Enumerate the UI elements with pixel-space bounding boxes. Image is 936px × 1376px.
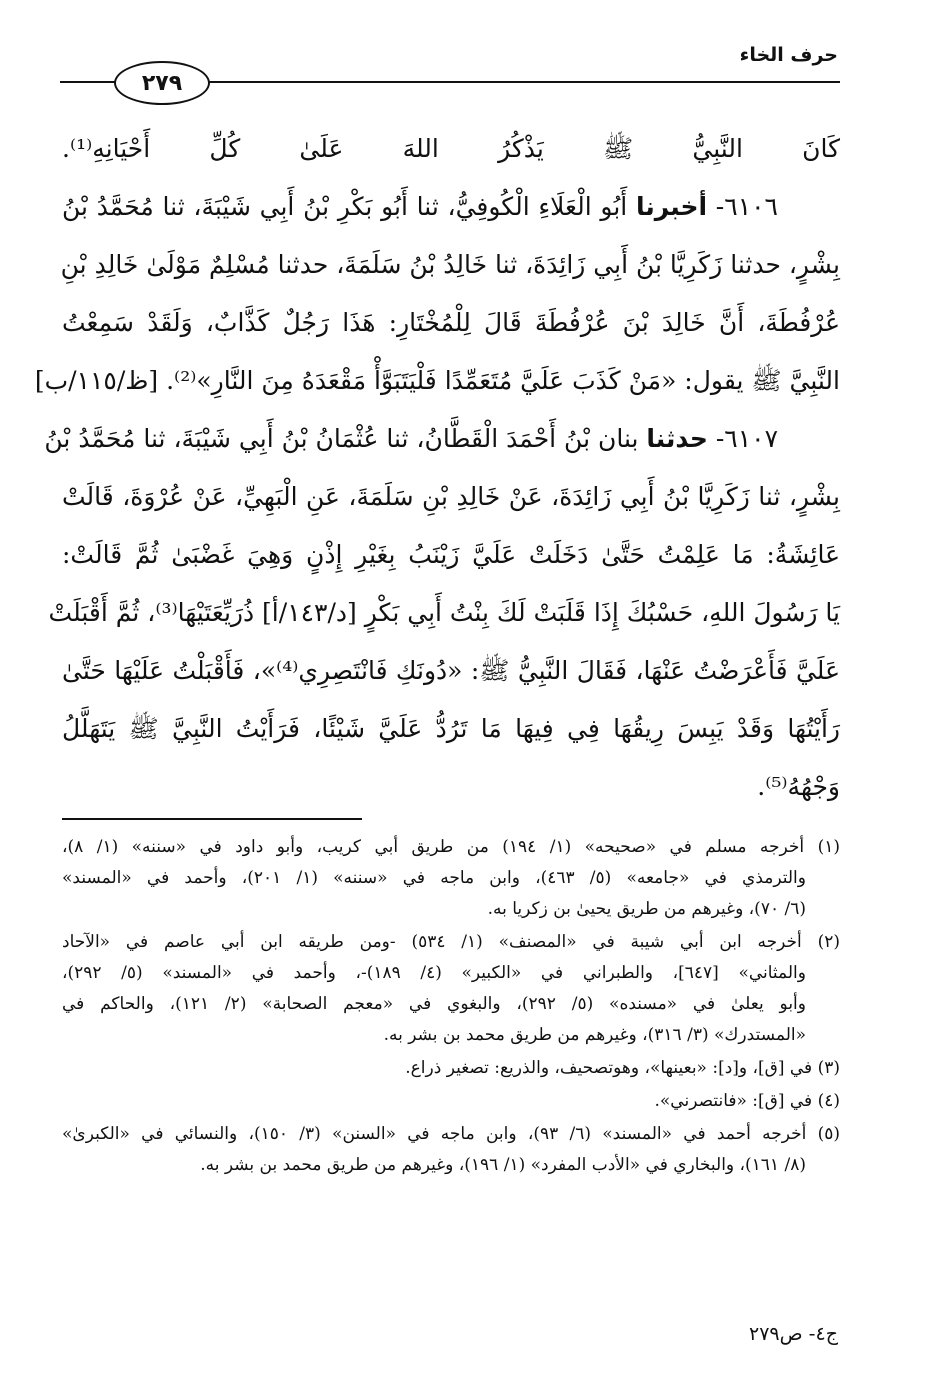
text-line (44, 410, 840, 468)
text-line: كَانَ النَّبِيُّ ﷺ يَذْكُرُ اللهَ عَلَىٰ كُلِّ أَحْيَانِهِ⁽¹⁾. (62, 134, 840, 163)
text-line: بِشْرٍ، ثنا زَكَرِيَّا بْنُ أَبِي زَائِدَةَ، عَنْ خَالِدِ بْنِ سَلَمَةَ، عَنِ الْبَهِيِّ، عَنْ عُرْوَةَ، قَالَتْ (62, 482, 840, 511)
footnote (62, 927, 840, 1051)
hadith-number: ٦١٠٦- (707, 192, 778, 221)
footnote-line: وأبو يعلىٰ في «مسنده» (٥/ ٢٩٢)، والبغوي في «معجم الصحابة» (٢/ ١٢١)، والحاكم في (62, 994, 806, 1014)
text-line: رَأَيْتُهَا وَقَدْ يَبِسَ رِيقُهَا فِي فِيهَا مَا تَرُدُّ عَلَيَّ شَيْئًا، فَرَأَيْتُ النَّبِيَّ ﷺ يَتَهَلَّلُ (62, 714, 840, 743)
footnote-line: (٥) أخرجه أحمد في «المسند» (٦/ ٩٣)، وابن ماجه في «السنن» (٣/ ١٥٠)، والنسائي في «الكبرىٰ» (62, 1124, 840, 1144)
volume-page-reference: ج٤- ص٢٧٩ (749, 1323, 838, 1345)
line-text: أَبُو الْعَلَاءِ الْكُوفِيُّ، ثنا أَبُو بَكْرِ بْنُ أَبِي شَيْبَةَ، ثنا مُحَمَّدُ بْنُ (62, 192, 636, 221)
footnote-line: «المستدرك» (٣/ ٣١٦)، وغيرهم من طريق محمد بن بشر به. (383, 1025, 806, 1045)
footnote-line: (٨/ ١٦١)، والبخاري في «الأدب المفرد» (١/ ١٩٦)، وغيرهم من طريق محمد بن بشر به. (200, 1155, 806, 1175)
footnote (62, 1086, 840, 1117)
footnote-line: والمثاني» [٦٤٧]، والطبراني في «الكبير» (٤/ ١٨٩)-، وأحمد في «المسند» (٥/ ٢٩٢)، (62, 963, 806, 983)
footnote-line: والترمذي في «جامعه» (٥/ ٤٦٣)، وابن ماجه في «سننه» (١/ ٢٠١)، وأحمد في «المسند» (62, 868, 806, 888)
footnote-line: (٢) أخرجه ابن أبي شيبة في «المصنف» (١/ ٥٣٤) -ومن طريقه ابن أبي عاصم في «الآحاد (62, 932, 840, 952)
line-text: بنان بْنُ أَحْمَدَ الْقَطَّانُ، ثنا عُثْمَانُ بْنُ أَبِي شَيْبَةَ، ثنا مُحَمَّدُ بْنُ (44, 424, 647, 453)
main-text (34, 120, 841, 816)
text-line: بِشْرٍ، حدثنا زَكَرِيَّا بْنُ أَبِي زَائِدَةَ، ثنا خَالِدُ بْنُ سَلَمَةَ، حدثنا مُسْلِمٌ مَوْلَىٰ خَالِدِ بْنِ (60, 250, 840, 279)
text-line (62, 178, 840, 236)
text-line: يَا رَسُولَ اللهِ، حَسْبُكَ إِذَا قَلَبَتْ لَكَ بِنْتُ أَبِي بَكْرٍ [د/١٤٣/أ] ذُرَيِّعَتَيْهَا⁽³⁾، ثُمَّ أَقْبَلَتْ (48, 598, 840, 627)
footnote (62, 1119, 840, 1181)
page-number: ٢٧٩ (141, 70, 183, 96)
page-number-badge (114, 61, 210, 105)
text-line: وَجْهُهُ⁽⁵⁾. (757, 772, 840, 801)
text-line: عُرْفُطَةَ، أَنَّ خَالِدَ بْنَ عُرْفُطَةَ قَالَ لِلْمُخْتَارِ: هَذَا رَجُلٌ كَذَّابٌ، وَلَقَدْ سَمِعْتُ (62, 308, 840, 337)
footnote (62, 1053, 840, 1084)
text-line: عَائِشَةُ: مَا عَلِمْتُ حَتَّىٰ دَخَلَتْ عَلَيَّ زَيْنَبُ بِغَيْرِ إِذْنٍ وَهِيَ غَضْبَىٰ ثُمَّ قَالَتْ: (62, 540, 840, 569)
text-line: عَلَيَّ فَأَعْرَضْتُ عَنْهَا، فَقَالَ النَّبِيُّ ﷺ: «دُونَكِ فَانْتَصِرِي⁽⁴⁾»، فَأَقْبَلْتُ عَلَيْهَا حَتَّىٰ (62, 656, 841, 685)
running-head: حرف الخاء (739, 44, 838, 66)
footnote (62, 832, 840, 925)
narration-keyword: أخبرنا (635, 192, 708, 221)
footnote-line: (٦/ ٧٠)، وغيرهم من طريق يحيىٰ بن زكريا به. (487, 899, 806, 919)
footnote-line: (١) أخرجه مسلم في «صحيحه» (١/ ١٩٤) من طريق أبي كريب، وأبو داود في «سننه» (١/ ٨)، (62, 837, 840, 857)
footnotes (62, 832, 840, 1183)
text-line: النَّبِيَّ ﷺ يقول: «مَنْ كَذَبَ عَلَيَّ مُتَعَمِّدًا فَلْيَتَبَوَّأْ مَقْعَدَهُ مِنَ النَّارِ»⁽²⁾. [ظ/١١٥/ب] (34, 366, 840, 395)
hadith-number: ٦١٠٧- (707, 424, 778, 453)
footnote-separator (62, 818, 362, 820)
narration-keyword: حدثنا (646, 424, 708, 453)
footnote-line: (٣) في [ق]، و[د]: «بعينها»، وهوتصحيف، والذريع: تصغير ذراع. (405, 1058, 840, 1078)
footnote-line: (٤) في [ق]: «فانتصرني». (654, 1091, 840, 1111)
